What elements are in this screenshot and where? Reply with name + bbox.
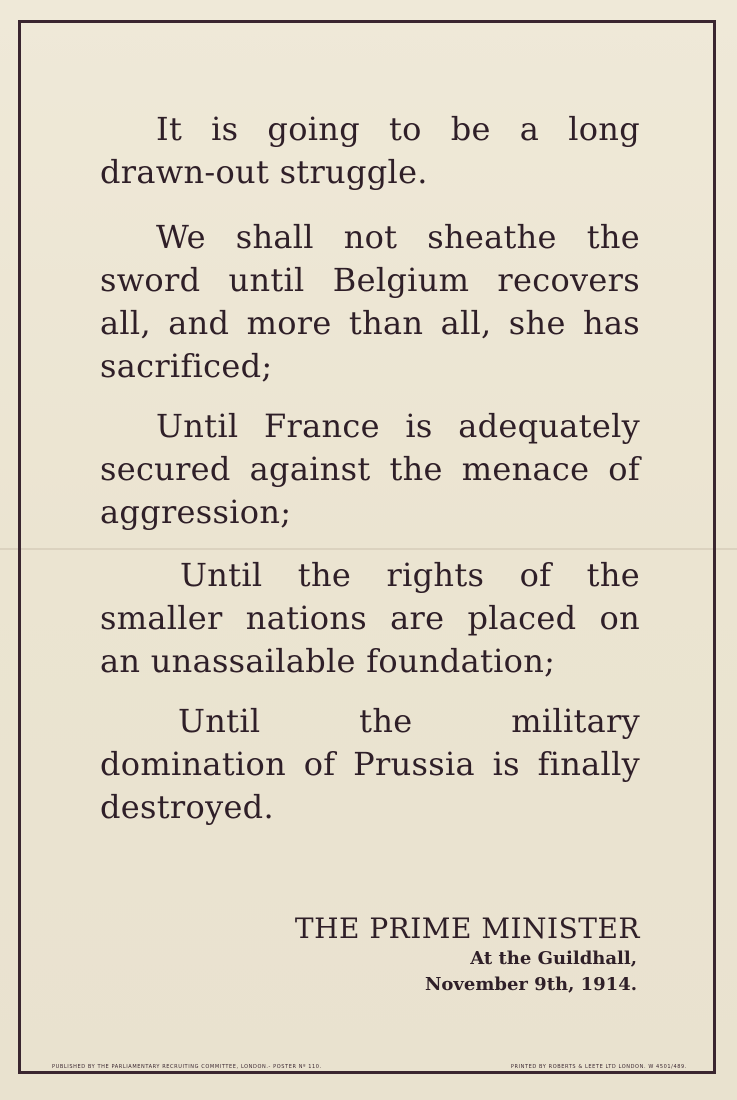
signature-date: November 9th, 1914. (424, 974, 637, 995)
signature-place: At the Guildhall, (470, 948, 637, 969)
paragraph-4: Until the rights of the smaller nations are placed on an unassailable foundation; (100, 556, 640, 680)
printer-imprint: PRINTED BY ROBERTS & LEETE LTD LONDON. W 4501/489. (510, 1064, 687, 1070)
paragraph-3: Until France is adequately secured against the menace of aggression; (100, 407, 640, 531)
paragraph-1: It is going to be a long drawn-out struggle. (100, 110, 640, 191)
paragraph-2: We shall not sheathe the sword until Belgium recovers all, and more than all, she has sacrificed; (100, 218, 640, 385)
signature-title: THE PRIME MINISTER (294, 912, 640, 945)
paragraph-5: Until the military domination of Prussia is finally destroyed. (100, 702, 640, 826)
publisher-imprint: PUBLISHED BY THE PARLIAMENTARY RECRUITING COMMITTEE, LONDON.- POSTER Nº 110. (52, 1064, 322, 1070)
